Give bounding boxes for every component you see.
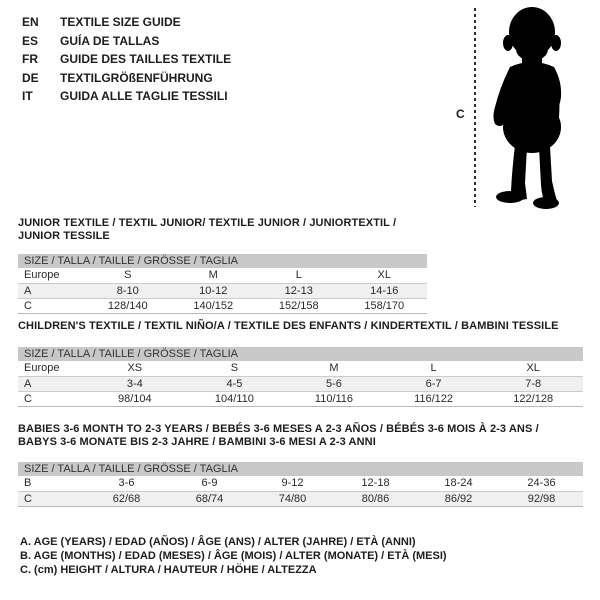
cell: XS: [85, 361, 185, 376]
table-row: [18, 376, 583, 391]
cell: 3-4: [85, 376, 185, 391]
cell: 86/92: [417, 491, 500, 506]
table-row: [18, 491, 583, 506]
table-row: [18, 476, 583, 491]
cell: 62/68: [85, 491, 168, 506]
legend-line-b: B. AGE (MONTHS) / EDAD (MESES) / ÂGE (MOIS) / ALTER (MONATE) / ETÀ (MESI): [20, 549, 447, 562]
cell: M: [284, 361, 384, 376]
language-code: IT: [22, 89, 33, 103]
section-babies-textile: [18, 423, 583, 507]
table-row: [18, 391, 583, 406]
language-row: [22, 13, 231, 32]
babies-size-table: [18, 462, 583, 507]
cell: 140/152: [171, 298, 257, 313]
row-label: A: [18, 283, 85, 298]
children-size-table: [18, 347, 583, 407]
measure-legend: [20, 536, 447, 577]
language-row: [22, 32, 231, 51]
section-title-line1: BABIES 3-6 MONTH TO 2-3 YEARS / BEBÉS 3-6 MESES A 2-3 AÑOS / BÉBÉS 3-6 MOIS À 2-3 ANS /: [18, 423, 539, 435]
cell: 24-36: [500, 476, 583, 491]
language-code: EN: [22, 15, 39, 29]
cell: 68/74: [168, 491, 251, 506]
baby-silhouette-icon: [482, 5, 584, 210]
cell: 6-9: [168, 476, 251, 491]
row-label: C: [18, 391, 85, 406]
cell: 128/140: [85, 298, 171, 313]
height-measure-label: C: [456, 107, 465, 121]
section-junior-textile: [18, 217, 427, 314]
cell: 110/116: [284, 391, 384, 406]
cell: 116/122: [384, 391, 484, 406]
cell: 12-13: [256, 283, 342, 298]
language-row: [22, 87, 231, 106]
row-label: A: [18, 376, 85, 391]
language-title: GUÍA DE TALLAS: [60, 33, 160, 48]
section-title: CHILDREN'S TEXTILE / TEXTIL NIÑO/A / TEXTILE DES ENFANTS / KINDERTEXTIL / BAMBINI TESSILE: [18, 320, 559, 332]
cell: 80/86: [334, 491, 417, 506]
size-header-bar: SIZE / TALLA / TAILLE / GRÖSSE / TAGLIA: [18, 347, 583, 361]
cell: 18-24: [417, 476, 500, 491]
language-title: GUIDA ALLE TAGLIE TESSILI: [60, 89, 228, 103]
cell: M: [171, 268, 257, 283]
cell: 12-18: [334, 476, 417, 491]
cell: 158/170: [342, 298, 428, 313]
cell: 92/98: [500, 491, 583, 506]
language-code: FR: [22, 52, 38, 66]
language-list: [22, 13, 231, 106]
junior-size-table: [18, 254, 427, 314]
cell: XL: [342, 268, 428, 283]
cell: 104/110: [185, 391, 285, 406]
section-title: JUNIOR TEXTILE / TEXTIL JUNIOR/ TEXTILE JUNIOR / JUNIORTEXTIL / JUNIOR TESSILE: [18, 217, 397, 242]
cell: 7-8: [483, 376, 583, 391]
language-code: DE: [22, 70, 39, 85]
row-label: Europe: [18, 268, 85, 283]
table-row: [18, 361, 583, 376]
cell: S: [185, 361, 285, 376]
row-label: B: [18, 476, 85, 491]
cell: 3-6: [85, 476, 168, 491]
row-label: C: [18, 298, 85, 313]
cell: 10-12: [171, 283, 257, 298]
cell: S: [85, 268, 171, 283]
legend-line-a: A. AGE (YEARS) / EDAD (AÑOS) / ÂGE (ANS) / ALTER (JAHRE) / ETÀ (ANNI): [20, 536, 416, 548]
language-title: GUIDE DES TAILLES TEXTILE: [60, 52, 232, 66]
cell: 122/128: [483, 391, 583, 406]
language-code: ES: [22, 33, 39, 48]
cell: 74/80: [251, 491, 334, 506]
size-header-bar: SIZE / TALLA / TAILLE / GRÖSSE / TAGLIA: [18, 462, 583, 476]
size-header-bar: SIZE / TALLA / TAILLE / GRÖSSE / TAGLIA: [18, 254, 427, 268]
cell: 98/104: [85, 391, 185, 406]
section-childrens-textile: [18, 320, 583, 407]
legend-line-c: C. (cm) HEIGHT / ALTURA / HAUTEUR / HÖHE / ALTEZZA: [20, 563, 317, 576]
cell: L: [384, 361, 484, 376]
section-title-line2: BABYS 3-6 MONATE BIS 2-3 JAHRE / BAMBINI 3-6 MESI A 2-3 ANNI: [18, 436, 376, 448]
cell: L: [256, 268, 342, 283]
table-row: [18, 283, 427, 298]
language-row: [22, 50, 231, 69]
cell: 152/158: [256, 298, 342, 313]
cell: 6-7: [384, 376, 484, 391]
row-label: C: [18, 491, 85, 506]
cell: 14-16: [342, 283, 428, 298]
cell: 8-10: [85, 283, 171, 298]
cell: 9-12: [251, 476, 334, 491]
cell: 4-5: [185, 376, 285, 391]
cell: 5-6: [284, 376, 384, 391]
row-label: Europe: [18, 361, 85, 376]
language-row: [22, 69, 231, 88]
table-row: [18, 268, 427, 283]
height-measure-dashed-line: [474, 8, 476, 207]
cell: XL: [483, 361, 583, 376]
language-title: TEXTILGRÖßENFÜHRUNG: [60, 70, 213, 85]
table-row: [18, 298, 427, 313]
language-title: TEXTILE SIZE GUIDE: [60, 15, 181, 29]
